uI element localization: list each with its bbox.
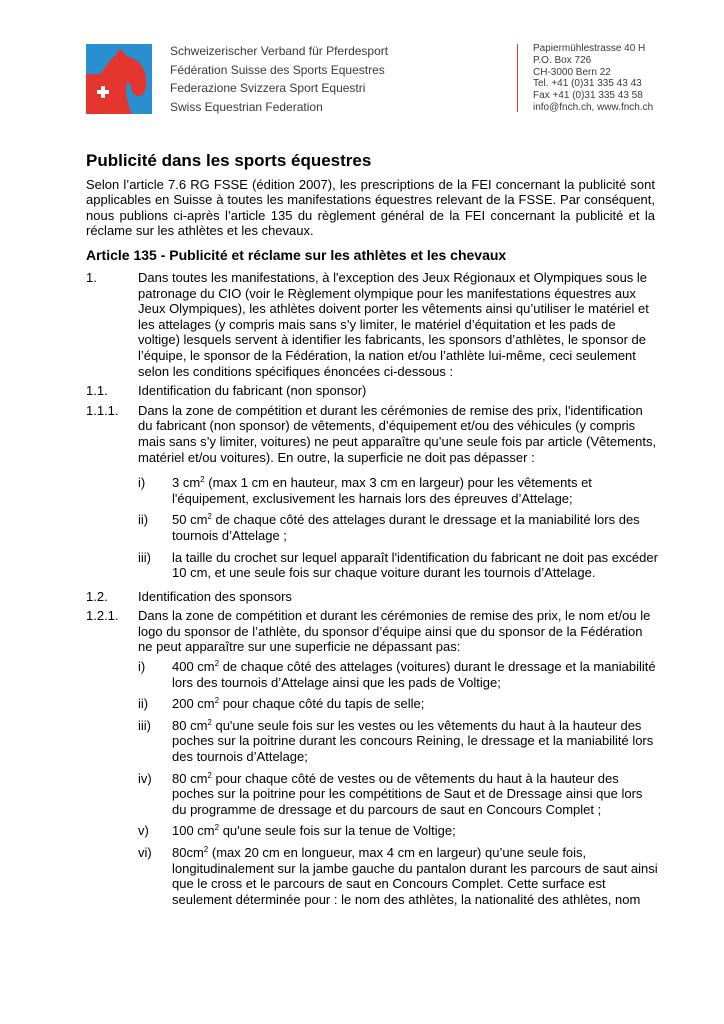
article-items	[86, 270, 658, 913]
org-line-fr: Fédération Suisse des Sports Equestres	[170, 62, 385, 77]
item-number: 1.1.	[86, 383, 108, 399]
article-item	[86, 383, 658, 399]
sub-item	[138, 771, 658, 818]
sub-item	[138, 475, 658, 506]
sub-item	[138, 718, 658, 765]
item-number: 1.2.1.	[86, 608, 119, 624]
sub-item	[138, 823, 658, 839]
fnch-logo	[86, 44, 152, 114]
item-number: 1.1.1.	[86, 402, 119, 418]
address-phone: Tel. +41 (0)31 335 43 43	[533, 78, 642, 90]
sub-item-number: ii)	[138, 696, 149, 712]
sub-item-number: i)	[138, 475, 146, 491]
sub-item	[138, 845, 658, 907]
sub-item-text: 400 $cm^2$ de chaque côté des attelages (voitures) durant le dressage et la maniabilité lors des tournois d’Attelage ainsi que les pads de Voltige;	[172, 659, 656, 690]
header-divider	[517, 44, 518, 112]
sub-item	[138, 659, 658, 690]
sub-item-text: 3 $cm^2$ (max 1 cm en hauteur, max 3 cm en largeur) pour les vêtements et l'équipement, exclusivement les harnais lors des épreuves d’Attelage;	[172, 475, 592, 506]
org-line-en: Swiss Equestrian Federation	[170, 99, 323, 114]
article-heading: Article 135 - Publicité et réclame sur les athlètes et les chevaux	[86, 247, 507, 263]
article-item	[86, 608, 658, 655]
sub-item	[138, 550, 658, 581]
sub-item	[138, 696, 658, 712]
sub-item-text: 50 $cm^2$ de chaque côté des attelages durant le dressage et la maniabilité lors des tournois d’Attelage ;	[172, 512, 640, 543]
sub-item-text: 80 $cm^2$ qu'une seule fois sur les vestes ou les vêtements du haut à la hauteur des poches sur la poitrine durant les concours Reining, le dressage et la maniabilité lors des tournois d’Attelage;	[172, 717, 654, 765]
article-item	[86, 403, 658, 465]
item-number: 1.	[86, 270, 97, 285]
sub-item-text: $80cm^2$ (max 20 cm en longueur, max 4 cm en largeur) qu’une seule fois, longitudinalement sur la jambe gauche du pantalon durant les parcours de saut ainsi que le cross et le parcours de saut en Concours Complet. Cette surface est seulement déterminée pour : le nom des athlètes, la nationalité des athlètes, nom	[172, 845, 658, 907]
federation-names	[170, 42, 388, 116]
address-city: CH-3000 Bern 22	[533, 66, 611, 78]
address-po-box: P.O. Box 726	[533, 54, 592, 66]
item-text: Dans toutes les manifestations, à l'exception des Jeux Régionaux et Olympiques sous le patronage du CIO (voir le Règlement olympique pour les manifestations équestres aux Jeux Olympiques), les athlètes doivent porter les vêtements ainsi qu’utiliser le matériel et les attelages (y compris mais sans s’y limiter, le matériel d’équitation et les pads de voltige) lesquels servent à identifier les fabricants, les sponsors d’athlètes, le sponsor de l’équipe, le sponsor de la Fédération, la nation et/ou l’athlète lui-même, ceci seulement selon les conditions spécifiques énoncées ci-dessous :	[138, 270, 649, 379]
sub-item-number: iii)	[138, 549, 151, 565]
sub-item-number: iv)	[138, 770, 152, 786]
sub-item-text: la taille du crochet sur lequel apparaît l'identification du fabricant ne doit pas excéder 10 cm, et une seule fois sur chaque voiture durant les tournois d’Attelage.	[172, 549, 658, 581]
item-text: Identification des sponsors	[138, 588, 292, 604]
item-text: Dans la zone de compétition et durant les cérémonies de remise des prix, le nom et/ou le logo du sponsor de l’athlète, du sponsor d’équipe ainsi que du sponsor de la Fédération ne peut apparaître sur une superficie ne dépassant pas:	[138, 608, 651, 655]
address-web: info@fnch.ch, www.fnch.ch	[533, 101, 654, 113]
org-line-de: Schweizerischer Verband für Pferdesport	[170, 44, 389, 58]
sub-item-text: 200 $cm^2$ pour chaque côté du tapis de selle;	[172, 696, 425, 712]
sub-item	[138, 512, 658, 543]
address-street: Papiermühlestrasse 40 H	[533, 43, 646, 54]
intro-paragraph: Selon l’article 7.6 RG FSSE (édition 2007), les prescriptions de la FEI concernant la publicité sont applicables en Suisse à toutes les manifestations équestres relevant de la FSSE. Par conséquent, nous publions ci-après l’article 135 du règlement général de la FEI concernant la publicité et la réclame sur les athlètes et les chevaux.	[86, 177, 655, 239]
sub-item-text: 80 $cm^2$ pour chaque côté de vestes ou de vêtements du haut à la hauteur des poches sur la poitrine pour les compétitions de Saut et de Dressage ainsi que lors du programme de dressage et du parcours de saut en Concours Complet ;	[172, 770, 643, 817]
item-number: 1.2.	[86, 588, 108, 604]
article-item	[86, 270, 658, 379]
sub-item-number: ii)	[138, 512, 149, 528]
article-item	[86, 589, 658, 605]
item-text: Dans la zone de compétition et durant les cérémonies de remise des prix, l'identification du fabricant (non sponsor) de vêtements, d’équipement et/ou des véhicules (y compris mais sans s’y limiter, voitures) ne peut apparaître qu’une seule fois par article (Vêtements, matériel et/ou voitures). En outre, la superficie ne doit pas dépasser :	[138, 402, 657, 465]
sub-item-number: v)	[138, 823, 149, 839]
sub-item-number: vi)	[138, 845, 152, 860]
sub-item-number: iii)	[138, 717, 151, 733]
contact-address	[533, 43, 653, 114]
org-line-it: Federazione Svizzera Sport Equestri	[170, 81, 366, 96]
sub-item-text: 100 $cm^2$ qu'une seule fois sur la tenue de Voltige;	[172, 823, 456, 839]
document-title: Publicité dans les sports équestres	[86, 151, 372, 170]
sub-item-number: i)	[138, 659, 146, 675]
item-text: Identification du fabricant (non sponsor)	[138, 383, 367, 399]
address-fax: Fax +41 (0)31 335 43 58	[533, 90, 643, 102]
